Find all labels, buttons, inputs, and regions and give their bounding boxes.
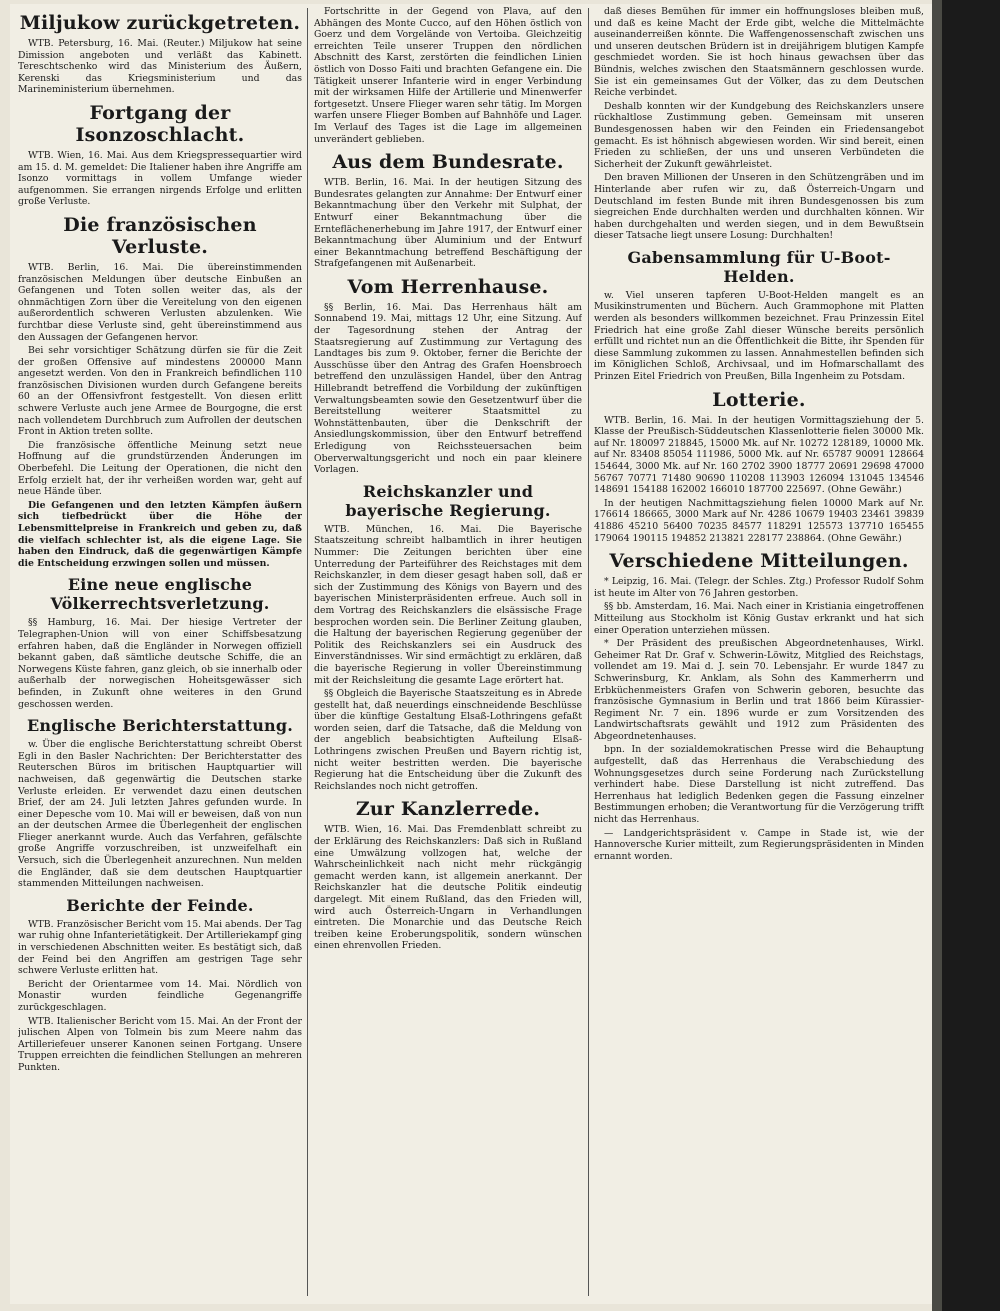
article-text: * Der Präsident des preußischen Abgeordnetenhauses, Wirkl. Geheimer Rat Dr. Graf v. Schwerin-Löwitz, Mitglied des Reichstags, vollendet am 19. Mai d. J. sein 70. Lebensjahr. Er wurde 1847 zu Schwerinsburg, Kr. Anklam, als Sohn des Kammerherrn und Erbküchenmeisters Grafen von Schwerin geboren, besuchte das französische Gymnasium in Berlin und trat 1866 beim Kürassier-Regiment Nr. 7 ein. 1896 wurde er zum Vorsitzenden des Landwirtschaftsrats gewählt und 1912 zum Präsidenten des Abgeordnetenhauses. [594,638,924,742]
column-rule [588,8,589,1296]
article-text: WTB. München, 16. Mai. Die Bayerische Staatszeitung schreibt halbamtlich in ihrer heutigen Nummer: Die Zeitungen berichten über eine Unterredung der Parteiführer des Reichstages mit dem Reichskanzler, in dem dieser gesagt haben soll, daß er sich der Zustimmung des Königs von Bayern und des bayerischen Ministerpräsidenten erfreue. Auch soll in dem Vortrag des Reichskanzlers die elsässische Frage besprochen worden sein. Die Berliner Zeitung glauben, die Haltung der bayerischen Regierung gegenüber der Politik des Reichskanzlers sei ein Ausdruck des Einverständnisses. Wir sind ermächtigt zu erklären, daß die bayerische Regierung in voller Übereinstimmung mit der Reichsleitung die gesamte Lage erörtert hat. [314,523,582,686]
column-1 [18,6,302,1296]
article-text: w. Viel unseren tapferen U-Boot-Helden mangelt es an Musikinstrumenten und Büchern. Auch Grammophone mit Platten werden als besonders willkommen bezeichnet. Frau Prinzessin Eitel Friedrich hat eine große Zahl dieser Wünsche bereits persönlich erfüllt und richtet nun an die Öffentlichkeit die Bitte, ihr Spenden für diese Sammlung zukommen zu lassen. Annahmestellen befinden sich im Königlichen Schloß, Archivsaal, und im Hofmarschallamt des Prinzen Eitel Friedrich von Preußen, Billa Ingenheim zu Potsdam. [594,289,924,383]
headline-herrenhaus: Vom Herrenhause. [347,275,549,298]
article-text: WTB. Berlin, 16. Mai. In der heutigen Vormittagsziehung der 5. Klasse der Preußisch-Süddeutschen Klassenlotterie fielen 30000 Mk. auf Nr. 180097 218845, 15000 Mk. auf Nr. 10272 128189, 10000 Mk. auf Nr. 83408 85054 111986, 5000 Mk. auf Nr. 65787 90091 128664 154644, 3000 Mk. auf Nr. 160 2702 3900 18777 20691 29698 47000 56767 70771 71480 90690 110208 113903 126094 131045 134546 148691 154188 162002 166010 187700 225697. (Ohne Gewähr.) [594,414,924,496]
article-text: §§ Berlin, 16. Mai. Das Herrenhaus hält am Sonnabend 19. Mai, mittags 12 Uhr, eine Sitzung. Auf der Tagesordnung stehen der Antrag der Staatsregierung auf Zustimmung zur Vertagung des Landtages bis zum 9. Oktober, ferner die Berichte der Ausschüsse über den Antrag des Grafen Hoensbroech betreffend den unzulässigen Handel, über den Antrag Hillebrandt betreffend die Vorbildung der zukünftigen Verwaltungsbeamten sowie den Gesetzentwurf über die Bereitstellung weiterer Staatsmittel zu Wohnstättenbauten, über die Denkschrift der Ansiedlungskommission, über den Entwurf betreffend Erledigung von Reichssteuersachen beim Oberverwaltungsgericht und noch ein paar kleinere Vorlagen. [314,301,582,476]
article-text: Fortschritte in der Gegend von Plava, auf den Abhängen des Monte Cucco, auf den Höhen östlich von Goerz und dem Vorgelände von Vertoiba. Gleichzeitig erreichten Teile unserer Truppen den nördlichen Abschnitt des Karst, zerstörten die feindlichen Linien östlich von Dosso Faiti und brachten Gefangene ein. Die Tätigkeit unserer Infanterie wird in enger Verbindung mit der wirksamen Hilfe der Artillerie und Minenwerfer fortgesetzt. Unsere Flieger waren sehr tätig. Im Morgen warfen unsere Flieger Bomben auf Bahnhöfe und Lager. Im Verlauf des Tages ist die Lage im allgemeinen unverändert geblieben. [314,6,582,145]
article-text: Deshalb konnten wir der Kundgebung des Reichskanzlers unsere rückhaltlose Zustimmung geben. Gemeinsam mit unseren Bundesgenossen haben wir den Feinden ein Friedensangebot gemacht. Es ist höhnisch abgewiesen worden. Wir sind bereit, einen Frieden zu schließen, der uns und unseren Verbündeten die Sicherheit der Zukunft gewährleistet. [594,100,924,170]
article-text: bpn. In der sozialdemokratischen Presse wird die Behauptung aufgestellt, daß das Herrenhaus die Verabschiedung des Wohnungsgesetzes durch seine Forderung nach Zurückstellung verhindert habe. Diese Darstellung ist nicht zutreffend. Das Herrenhaus hat lediglich Bedenken gegen die Fassung einzelner Bestimmungen erhoben; die Verantwortung für die Verzögerung trifft nicht das Herrenhaus. [594,744,924,826]
headline-violation: Eine neue englische Völkerrechtsverletzung. [50,575,270,614]
article-text: * Leipzig, 16. Mai. (Telegr. der Schles. Ztg.) Professor Rudolf Sohm ist heute im Alter von 76 Jahren gestorben. [594,576,924,599]
article-text: WTB. Wien, 16. Mai. Das Fremdenblatt schreibt zu der Erklärung des Reichskanzlers: Daß sich in Rußland eine Umwälzung vollzogen hat, welche der Wahrscheinlichkeit nach nicht mehr rückgängig gemacht werden kann, ist allgemein anerkannt. Der Reichskanzler hat die deutsche Politik eindeutig dargelegt. Mit einem Rußland, das den Frieden will, wird auch Österreich-Ungarn in Verhandlungen eintreten. Die Monarchie und das Deutsche Reich treiben keine Eroberungspolitik, sondern wünschen einen ehrenvollen Frieden. [314,824,582,952]
article-text: §§ Obgleich die Bayerische Staatszeitung es in Abrede gestellt hat, daß neuerdings einschneidende Beschlüsse über die künftige Gestaltung Elsaß-Lothringens gefaßt worden seien, darf die Tatsache, daß die Meldung von der angeblich beabsichtigten Aufteilung Elsaß-Lothringens zwischen Preußen und Bayern richtig ist, nicht weiter bestritten werden. Die bayerische Regierung hat die Entscheidung über die Zukunft des Reichslandes noch nicht getroffen. [314,688,582,792]
article-text: §§ Hamburg, 16. Mai. Der hiesige Vertreter der Telegraphen-Union will von einer Schiffsbesatzung erfahren haben, daß die Engländer in Norwegen offiziell bekannt gaben, daß sämtliche deutsche Schiffe, die an Norwegens Küste fahren, ganz gleich, ob sie innerhalb oder außerhalb der norwegischen Hoheitsgewässer sich befinden, in Zukunft ohne weiteres in den Grund geschossen werden. [18,617,302,710]
headline-isonzo: Fortgang der Isonzoschlacht. [75,101,245,146]
headline-english-reports: Englische Berichterstattung. [26,716,294,736]
article-text: w. Über die englische Berichterstattung schreibt Oberst Egli in den Basler Nachrichten: Der Berichterstatter des Reuterschen Büros im britischen Hauptquartier will nachweisen, daß gegenwärtig die Deutschen starke Verluste erleiden. Er verwendet dazu einen deutschen Brief, der am 24. Juli letzten Jahres gefunden wurde. In einer Depesche vom 10. Mai will er beweisen, daß von nun an der deutschen Armee die Überlegenheit der englischen Flieger anerkannt wurde. Auch das Verfahren, gefälschte große Angriffe vorzuschreiben, ist unzweifelhaft ein Versuch, sich die Überlegenheit anzurechnen. Nun melden die Engländer, daß sie dem deutschen Hauptquartier stammenden Mitteilungen nachweisen. [18,739,302,890]
article-text: §§ bb. Amsterdam, 16. Mai. Nach einer in Kristiania eingetroffenen Mitteilung aus Stockholm ist König Gustav erkrankt und hat sich einer Operation unterziehen müssen. [594,601,924,636]
article-text: Den braven Millionen der Unseren in den Schützengräben und im Hinterlande aber rufen wir zu, daß Österreich-Ungarn und Deutschland im festen Bunde mit ihren Bundesgenossen bis zum siegreichen Ende durchhalten werden und durchhalten können. Wir haben durchgehalten und werden siegen, und in dem Bewußtsein dieser Tatsache liegt unsere Losung: Durchhalten! [594,172,924,242]
article-text: WTB. Petersburg, 16. Mai. (Reuter.) Miljukow hat seine Dimission angeboten und verläßt das Kabinett. Tereschtschenko wird das Ministerium des Äußern, Kerenski das Kriegsministerium und das Marineministerium übernehmen. [18,38,302,96]
article-text: daß dieses Bemühen für immer ein hoffnungsloses bleiben muß, und daß es keine Macht der Erde gibt, welche die Mittelmächte auseinanderreißen könnte. Die Waffengenossenschaft zwischen uns und unseren deutschen Brüdern ist in dreijährigem blutigen Kampfe geschmiedet worden. Sie ist hoch hinaus gewachsen über das Bündnis, welches zwischen den Staatsmännern geschlossen wurde. Sie ist ein gemeinsames Gut der Völker, das zu dem Deutschen Reiche verbindet. [594,6,924,99]
headline-french-losses: Die französischen Verluste. [63,213,257,258]
article-text: Bericht der Orientarmee vom 14. Mai. Nördlich von Monastir wurden feindliche Gegenangriffe zurückgeschlagen. [18,978,302,1013]
article-text: WTB. Wien, 16. Mai. Aus dem Kriegspressequartier wird am 15. d. M. gemeldet: Die Italiener haben ihre Angriffe am Isonzo vormittags in vollem Umfange wieder aufgenommen. Sie errangen nirgends Erfolge und erlitten große Verluste. [18,149,302,208]
article-text: WTB. Italienischer Bericht vom 15. Mai. An der Front der julischen Alpen von Tolmein bis zum Meere nahm das Artilleriefeuer unserer Kanonen seinen Fortgang. Unsere Truppen erreichten die feindlichen Stellungen an mehreren Punkten. [18,1015,302,1073]
headline-chancellor-speech: Zur Kanzlerrede. [355,798,541,821]
article-text: WTB. Berlin, 16. Mai. Die übereinstimmenden französischen Meldungen über deutsche Einbußen an Gefangenen und Toten sollen weiter das, als der ohnmächtigen Zorn über die Vereitelung von den eigenen außerordentlich schweren Verlusten abzulenken. Wie furchtbar diese Verluste sind, geht übereinstimmend aus den Aussagen der Gefangenen hervor. [18,261,302,343]
article-text: Die französische öffentliche Meinung setzt neue Hoffnung auf die grundstürzenden Änderungen im Oberbefehl. Die Leitung der Operationen, die nicht den Erfolg erzielt hat, der ihr verheißen worden war, geht auf neue Hände über. [18,439,302,498]
article-text: In der heutigen Nachmittagsziehung fielen 10000 Mark auf Nr. 176614 186665, 3000 Mark auf Nr. 4286 10679 19403 23461 39839 41886 45210 56400 70235 84577 118291 125573 137710 165455 179064 190115 194852 213821 228177 238864. (Ohne Gewähr.) [594,497,924,544]
headline-lottery: Lotterie. [712,388,806,411]
article-text: WTB. Französischer Bericht vom 15. Mai abends. Der Tag war ruhig ohne Infanterietätigkeit. Der Artilleriekampf ging in verschiedenen Abschnitten weiter. Es bestätigt sich, daß der Feind bei den Angriffen am gestrigen Tage sehr schwere Verluste erlitten hat. [18,918,302,977]
column-3 [594,6,924,1296]
article-text: Bei sehr vorsichtiger Schätzung dürfen sie für die Zeit der großen Offensive auf mindestens 200000 Mann angesetzt werden. Von den in Frankreich befindlichen 110 französischen Divisionen wurden durch Gefangene bereits 60 an der Offensivfront festgestellt. Von diesen erlitt schwere Verluste auch jene Armee de Bourgogne, die erst nach vollendetem Durchbruch zum Aufrollen der deutschen Front in Aktion treten sollte. [18,345,302,438]
article-text: — Landgerichtspräsident v. Campe in Stade ist, wie der Hannoversche Kurier mitteilt, zum Regierungspräsidenten in Minden ernannt worden. [594,827,924,862]
headline-chancellor-bavaria: Reichskanzler und bayerische Regierung. [345,481,551,520]
column-rule [307,8,308,1296]
scan-border [932,0,1000,1311]
article-text: WTB. Berlin, 16. Mai. In der heutigen Sitzung des Bundesrates gelangten zur Annahme: Der Entwurf einer Bekanntmachung über den Verkehr mit Sulphat, der Entwurf einer Bekanntmachung über die Ernteflächenerhebung im Jahre 1917, der Entwurf einer Bekanntmachung über Aluminium und der Entwurf einer Bekanntmachung betreffend Beschäftigung der Strafgefangenen mit Außenarbeit. [314,177,582,270]
headline-miljukow: Miljukow zurückgetreten. [19,12,301,34]
headline-misc: Verschiedene Mitteilungen. [609,550,909,573]
headline-bundesrat: Aus dem Bundesrate. [332,151,564,174]
article-text: Die Gefangenen und den letzten Kämpfen äußern sich tiefbedrückt über die Höhe der Lebensmittelpreise in Frankreich und geben zu, daß die vielfach schlechter ist, als die eigene Lage. Sie haben den Eindruck, daß die gegenwärtigen Kämpfe die Entscheidung erzwingen sollen und müssen. [18,499,302,569]
scan-edge [932,0,942,1311]
headline-uboat-collection: Gabensammlung für U-Boot-Helden. [627,247,891,286]
headline-enemy-reports: Berichte der Feinde. [66,895,254,915]
column-2 [314,6,582,1296]
